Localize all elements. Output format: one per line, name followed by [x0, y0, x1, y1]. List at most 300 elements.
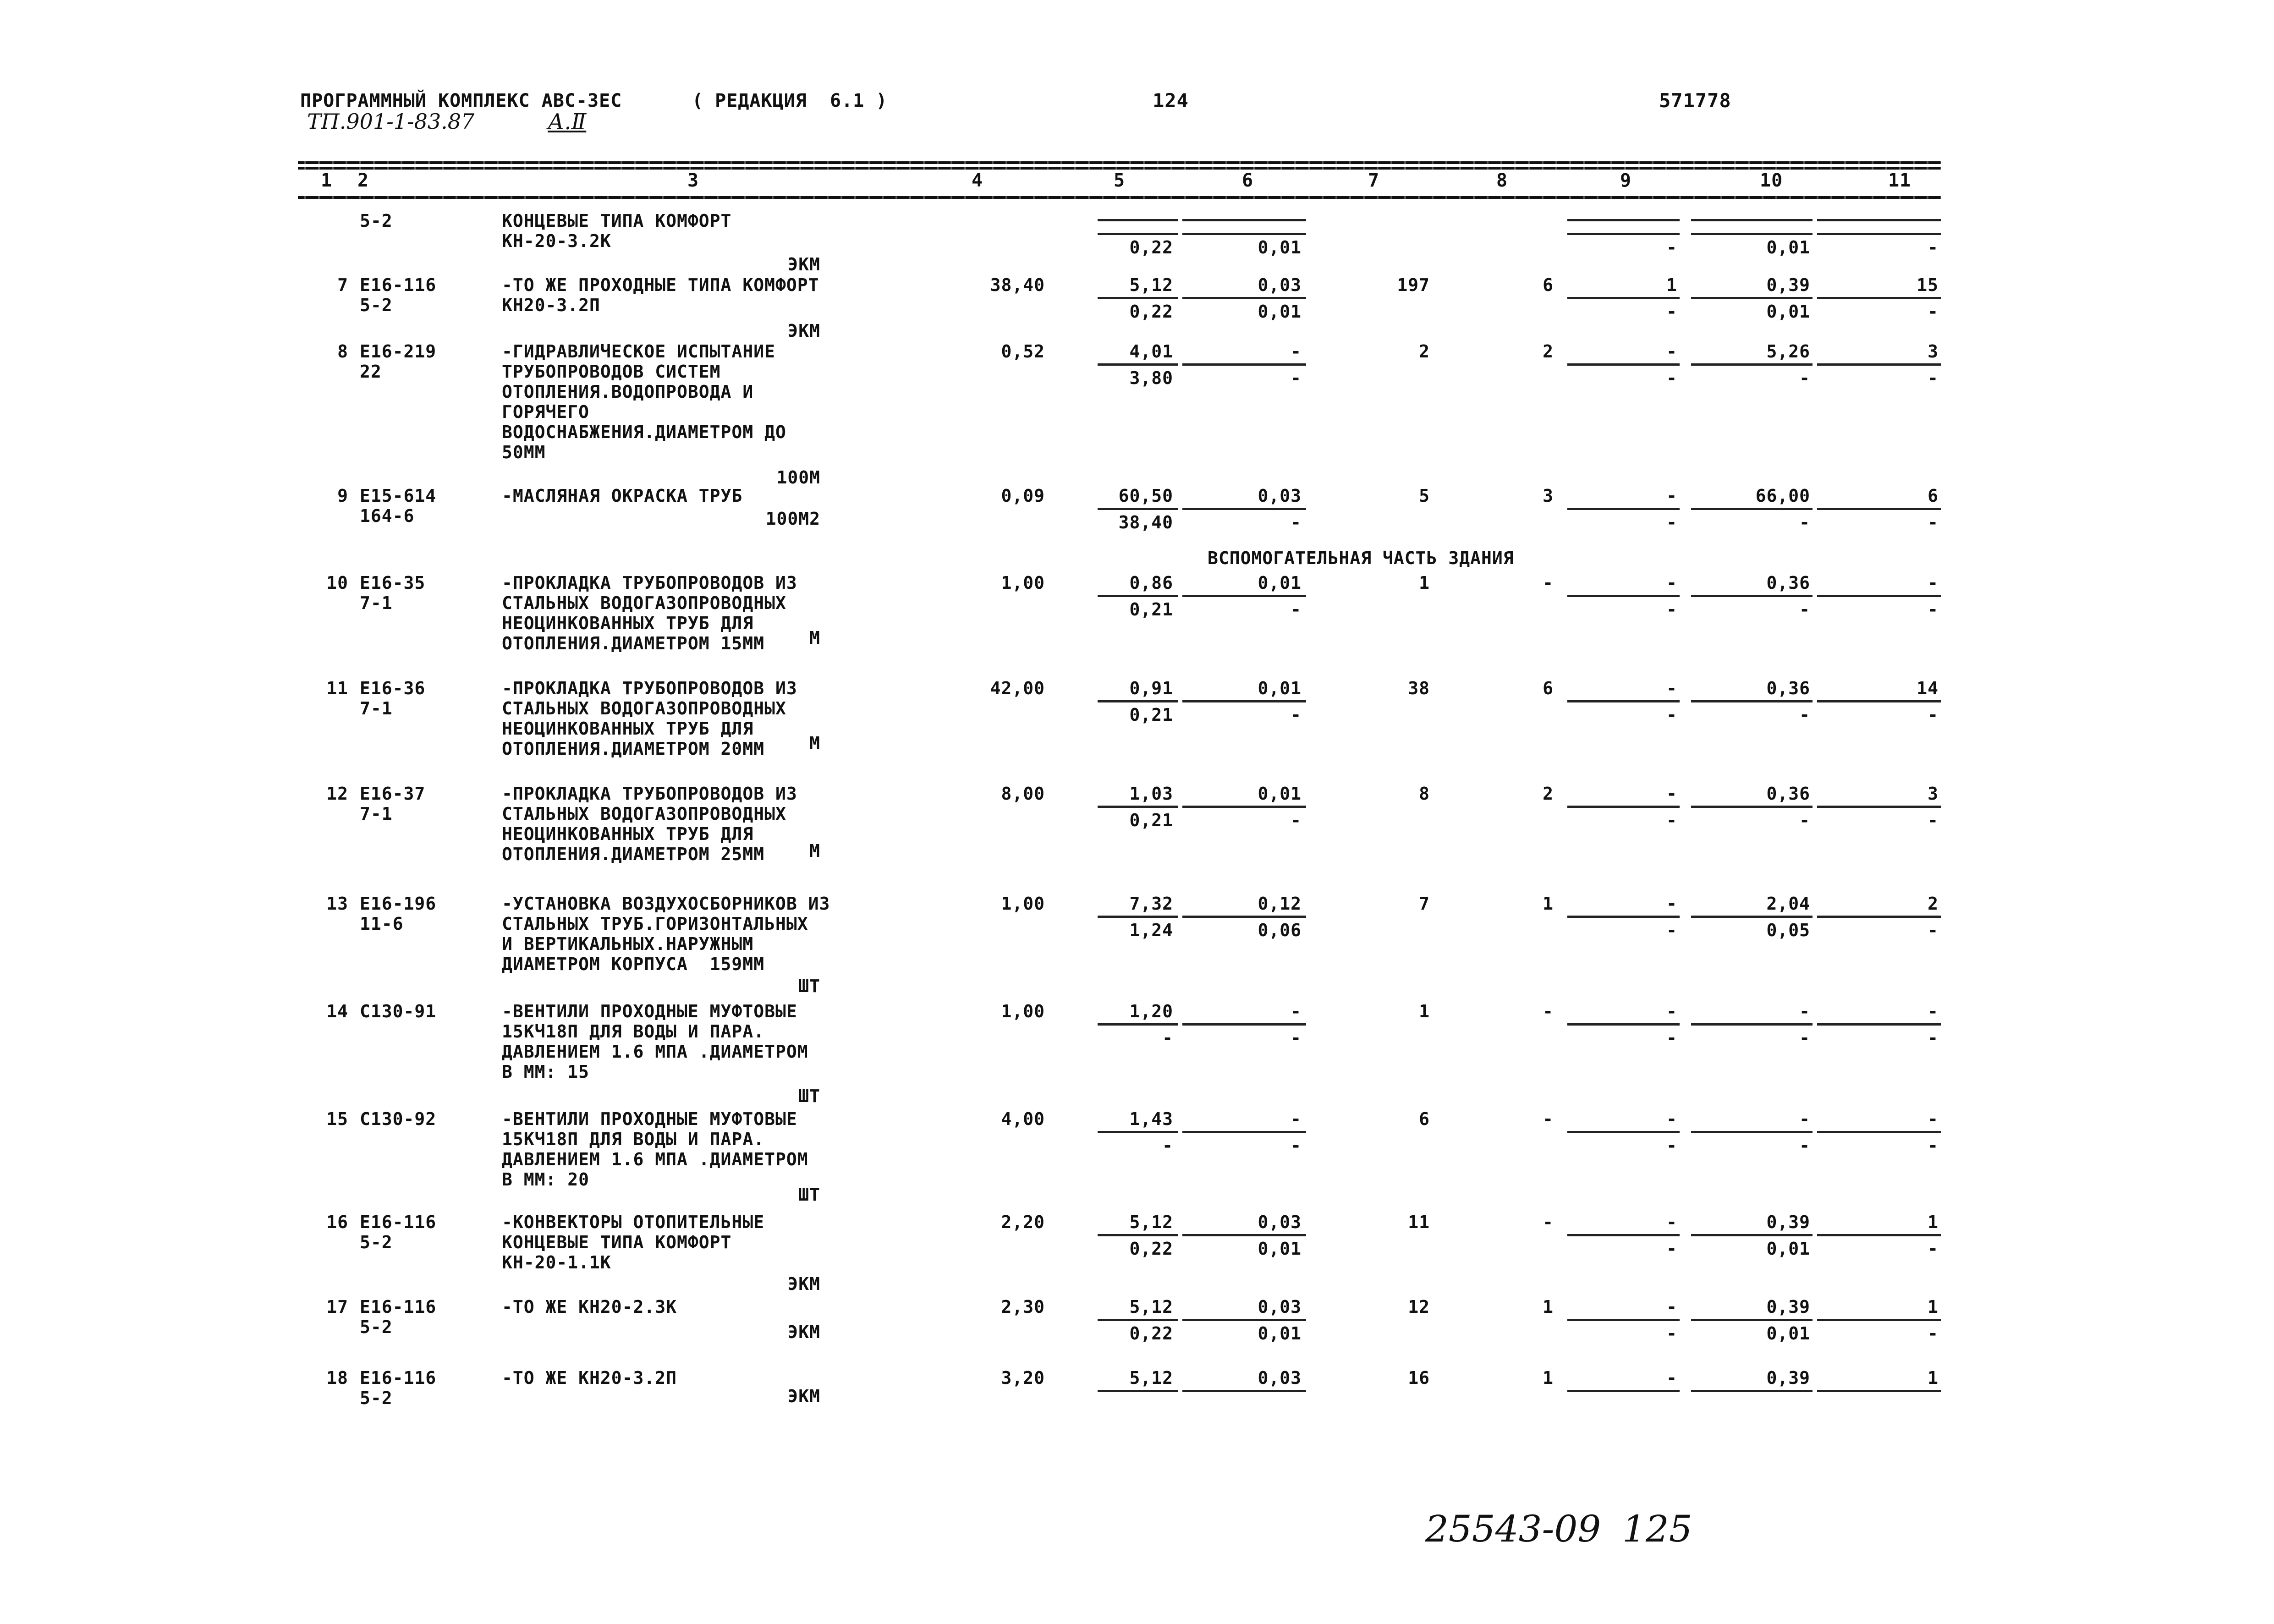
row-col11-value: 3 [1928, 341, 1939, 362]
row-col10-value: 0,36 [1766, 678, 1810, 698]
row-col6-lower-value: 0,01 [1258, 1239, 1302, 1259]
col9-separator [1567, 700, 1680, 702]
row-col6-value: 0,03 [1258, 1297, 1302, 1317]
row-col9-lower-value: - [1666, 1239, 1677, 1259]
column-header-8: 8 [1496, 170, 1508, 191]
row-col10-lower-value: 0,05 [1766, 920, 1810, 940]
row-col5-lower-value: - [1162, 1136, 1173, 1156]
row-unit: ШТ [798, 976, 820, 996]
column-header-5: 5 [1114, 170, 1126, 191]
row-col5-lower-value: 0,22 [1129, 237, 1173, 258]
row-col10-value: - [1799, 1001, 1810, 1021]
row-col11-lower-value: - [1928, 237, 1939, 258]
col6-separator [1182, 1131, 1306, 1133]
row-number: 11 [326, 678, 348, 698]
col9-separator [1567, 916, 1680, 918]
row-rate-code: Е16-37 7-1 [360, 784, 426, 824]
row-unit: 100М2 [765, 509, 820, 529]
column-header-7: 7 [1368, 170, 1380, 191]
row-unit: ЭКМ [787, 254, 820, 274]
column-header-3: 3 [687, 170, 699, 191]
col9-separator [1567, 1023, 1680, 1026]
row-col9-lower-value: - [1666, 599, 1677, 620]
row-description: -ПРОКЛАДКА ТРУБОПРОВОДОВ ИЗ СТАЛЬНЫХ ВОДОГАЗОПРОВОДНЫХ НЕОЦИНКОВАННЫХ ТРУБ ДЛЯ ОТОПЛЕНИЯ.ДИАМЕТРОМ 15ММ [502, 573, 797, 653]
row-col5-value: 5,12 [1129, 1297, 1173, 1317]
row-col9-lower-value: - [1666, 237, 1677, 258]
row-number: 18 [326, 1368, 348, 1388]
row-col5-lower-value: 0,22 [1129, 1239, 1173, 1259]
row-col6-value: 0,01 [1258, 784, 1302, 804]
row-col11-value: 2 [1928, 894, 1939, 914]
row-col8-value: 3 [1543, 486, 1554, 506]
row-description: -ПРОКЛАДКА ТРУБОПРОВОДОВ ИЗ СТАЛЬНЫХ ВОДОГАЗОПРОВОДНЫХ НЕОЦИНКОВАННЫХ ТРУБ ДЛЯ ОТОПЛЕНИЯ.ДИАМЕТРОМ 25ММ [502, 784, 797, 864]
row-col8-value: - [1543, 1212, 1554, 1232]
row-col10-value: 66,00 [1755, 486, 1810, 506]
row-unit: ШТ [798, 1185, 820, 1205]
col10-separator [1691, 363, 1813, 366]
column-header-4: 4 [972, 170, 983, 191]
row-col9-lower-value: - [1666, 920, 1677, 940]
row-rate-code: Е16-116 5-2 [360, 1368, 437, 1408]
row-col11-lower-value: - [1928, 810, 1939, 830]
col9-separator [1567, 508, 1680, 510]
row-col6-lower-value: - [1291, 1136, 1302, 1156]
row-col5-value: 60,50 [1118, 486, 1173, 506]
row-col5-value: 4,01 [1129, 341, 1173, 362]
handwritten-archive-number: 25543-09 [1425, 1508, 1601, 1550]
row-col11-lower-value: - [1928, 1028, 1939, 1048]
col10-separator [1691, 219, 1813, 221]
col5-separator [1098, 595, 1178, 597]
row-quantity: 42,00 [990, 678, 1045, 698]
col5-separator [1098, 1234, 1178, 1236]
program-title: ПРОГРАММНЫЙ КОМПЛЕКС АВС-3ЕС [300, 90, 622, 111]
column-header-9: 9 [1620, 170, 1632, 191]
row-col8-value: 1 [1543, 1368, 1554, 1388]
row-col9-lower-value: - [1666, 368, 1677, 388]
row-quantity: 0,09 [1001, 486, 1045, 506]
row-col5-lower-value: 0,21 [1129, 810, 1173, 830]
row-col8-value: 2 [1543, 784, 1554, 804]
row-unit: ЭКМ [787, 321, 820, 341]
row-number: 16 [326, 1212, 348, 1232]
row-quantity: 38,40 [990, 275, 1045, 295]
row-number: 12 [326, 784, 348, 804]
row-col11-lower-value: - [1928, 920, 1939, 940]
header-second-rule [298, 167, 1941, 170]
col10-separator [1691, 508, 1813, 510]
row-description: -ТО ЖЕ КН20-3.2П [502, 1368, 677, 1388]
row-unit: ШТ [798, 1086, 820, 1106]
row-unit: ЭКМ [787, 1322, 820, 1342]
row-col5-lower-value: 1,24 [1129, 920, 1173, 940]
row-rate-code: Е16-35 7-1 [360, 573, 426, 613]
row-col10-value: 0,39 [1766, 1297, 1810, 1317]
col5-separator [1098, 233, 1178, 235]
header-bottom-rule [298, 196, 1941, 199]
col5-separator [1098, 508, 1178, 510]
column-header-10: 10 [1760, 170, 1783, 191]
row-number: 9 [337, 486, 348, 506]
row-number: 17 [326, 1297, 348, 1317]
col11-separator [1817, 700, 1941, 702]
row-quantity: 1,00 [1001, 1001, 1045, 1021]
row-col11-lower-value: - [1928, 705, 1939, 725]
col5-separator [1098, 916, 1178, 918]
col9-separator [1567, 1390, 1680, 1392]
row-unit: ЭКМ [787, 1274, 820, 1294]
row-col7-value: 8 [1419, 784, 1430, 804]
row-number: 8 [337, 341, 348, 362]
row-unit: ЭКМ [787, 1386, 820, 1406]
row-col11-value: - [1928, 1001, 1939, 1021]
col5-separator [1098, 1319, 1178, 1321]
col6-separator [1182, 1319, 1306, 1321]
row-col6-value: 0,03 [1258, 1212, 1302, 1232]
row-col7-value: 2 [1419, 341, 1430, 362]
row-col5-value: 1,03 [1129, 784, 1173, 804]
row-col5-value: 1,43 [1129, 1109, 1173, 1129]
row-col6-value: 0,01 [1258, 678, 1302, 698]
col10-separator [1691, 1319, 1813, 1321]
col6-separator [1182, 1390, 1306, 1392]
row-col9-lower-value: - [1666, 1028, 1677, 1048]
row-col9-lower-value: - [1666, 1323, 1677, 1344]
row-col10-value: 0,36 [1766, 784, 1810, 804]
row-description: -ВЕНТИЛИ ПРОХОДНЫЕ МУФТОВЫЕ 15КЧ18П ДЛЯ ВОДЫ И ПАРА. ДАВЛЕНИЕМ 1.6 МПА .ДИАМЕТРОМ В ММ: 15 [502, 1001, 808, 1082]
row-col5-lower-value: 38,40 [1118, 512, 1173, 532]
col5-separator [1098, 219, 1178, 221]
row-col7-value: 1 [1419, 1001, 1430, 1021]
row-number: 7 [337, 275, 348, 295]
row-quantity: 1,00 [1001, 894, 1045, 914]
col11-separator [1817, 297, 1941, 299]
row-col11-lower-value: - [1928, 302, 1939, 322]
col11-separator [1817, 1023, 1941, 1026]
row-col10-lower-value: - [1799, 599, 1810, 620]
col5-separator [1098, 1131, 1178, 1133]
row-col11-value: 14 [1917, 678, 1939, 698]
row-rate-code: Е16-116 5-2 [360, 1212, 437, 1252]
row-col11-value: 3 [1928, 784, 1939, 804]
row-col9-lower-value: - [1666, 512, 1677, 532]
row-quantity: 1,00 [1001, 573, 1045, 593]
row-description: -ПРОКЛАДКА ТРУБОПРОВОДОВ ИЗ СТАЛЬНЫХ ВОДОГАЗОПРОВОДНЫХ НЕОЦИНКОВАННЫХ ТРУБ ДЛЯ ОТОПЛЕНИЯ.ДИАМЕТРОМ 20ММ [502, 678, 797, 759]
row-col11-lower-value: - [1928, 1136, 1939, 1156]
row-col5-lower-value: 0,21 [1129, 599, 1173, 620]
col10-separator [1691, 806, 1813, 808]
row-col11-value: 1 [1928, 1368, 1939, 1388]
row-col5-lower-value: 3,80 [1129, 368, 1173, 388]
row-col7-value: 12 [1408, 1297, 1430, 1317]
col6-separator [1182, 806, 1306, 808]
row-col9-value: 1 [1666, 275, 1677, 295]
col11-separator [1817, 508, 1941, 510]
col10-separator [1691, 297, 1813, 299]
row-quantity: 2,30 [1001, 1297, 1045, 1317]
row-col11-lower-value: - [1928, 1239, 1939, 1259]
row-col9-value: - [1666, 1297, 1677, 1317]
row-col7-value: 11 [1408, 1212, 1430, 1232]
col6-separator [1182, 916, 1306, 918]
row-col9-value: - [1666, 486, 1677, 506]
row-quantity: 3,20 [1001, 1368, 1045, 1388]
row-col7-value: 1 [1419, 573, 1430, 593]
row-col6-value: 0,03 [1258, 486, 1302, 506]
row-col7-value: 197 [1397, 275, 1430, 295]
row-col7-value: 6 [1419, 1109, 1430, 1129]
row-col10-value: 5,26 [1766, 341, 1810, 362]
col11-separator [1817, 595, 1941, 597]
col9-separator [1567, 233, 1680, 235]
col6-separator [1182, 700, 1306, 702]
row-col9-lower-value: - [1666, 810, 1677, 830]
row-col9-value: - [1666, 784, 1677, 804]
col9-separator [1567, 297, 1680, 299]
row-quantity: 2,20 [1001, 1212, 1045, 1232]
edition-label: ( РЕДАКЦИЯ 6.1 ) [692, 90, 888, 111]
row-col10-lower-value: 0,01 [1766, 1239, 1810, 1259]
header-top-rule [298, 161, 1941, 164]
col9-separator [1567, 1319, 1680, 1321]
col6-separator [1182, 1234, 1306, 1236]
row-col9-value: - [1666, 1001, 1677, 1021]
col11-separator [1817, 219, 1941, 221]
col9-separator [1567, 1131, 1680, 1133]
column-header-1: 1 [321, 170, 333, 191]
row-rate-code: Е16-36 7-1 [360, 678, 426, 719]
row-col7-value: 16 [1408, 1368, 1430, 1388]
col10-separator [1691, 1390, 1813, 1392]
col10-separator [1691, 595, 1813, 597]
row-col8-value: 2 [1543, 341, 1554, 362]
row-col11-lower-value: - [1928, 368, 1939, 388]
row-col10-lower-value: - [1799, 1028, 1810, 1048]
row-col6-value: - [1291, 1109, 1302, 1129]
col5-separator [1098, 1390, 1178, 1392]
row-col6-lower-value: 0,01 [1258, 302, 1302, 322]
col5-separator [1098, 700, 1178, 702]
row-col5-value: 0,86 [1129, 573, 1173, 593]
row-col7-value: 7 [1419, 894, 1430, 914]
col6-separator [1182, 1023, 1306, 1026]
column-header-6: 6 [1242, 170, 1254, 191]
row-col5-value: 7,32 [1129, 894, 1173, 914]
row-description: -ГИДРАВЛИЧЕСКОЕ ИСПЫТАНИЕ ТРУБОПРОВОДОВ СИСТЕМ ОТОПЛЕНИЯ.ВОДОПРОВОДА И ГОРЯЧЕГО ВОДОСНАБЖЕНИЯ.ДИАМЕТРОМ ДО 50ММ [502, 341, 786, 462]
col10-separator [1691, 916, 1813, 918]
document-code: 571778 [1659, 89, 1731, 112]
row-col8-value: - [1543, 1001, 1554, 1021]
row-col6-lower-value: 0,06 [1258, 920, 1302, 940]
project-number: ТП.901-1-83.87 [307, 109, 475, 134]
col11-separator [1817, 233, 1941, 235]
row-description: -ВЕНТИЛИ ПРОХОДНЫЕ МУФТОВЫЕ 15КЧ18П ДЛЯ ВОДЫ И ПАРА. ДАВЛЕНИЕМ 1.6 МПА .ДИАМЕТРОМ В ММ: 20 [502, 1109, 808, 1190]
row-col9-lower-value: - [1666, 1136, 1677, 1156]
row-col11-value: 1 [1928, 1212, 1939, 1232]
row-col10-value: 0,39 [1766, 1368, 1810, 1388]
row-col11-lower-value: - [1928, 512, 1939, 532]
row-col10-value: 0,36 [1766, 573, 1810, 593]
row-col9-value: - [1666, 1109, 1677, 1129]
col10-separator [1691, 1023, 1813, 1026]
row-col10-lower-value: 0,01 [1766, 237, 1810, 258]
album-label: А.Ⅱ [548, 109, 587, 135]
row-col5-value: 1,20 [1129, 1001, 1173, 1021]
row-col6-lower-value: - [1291, 368, 1302, 388]
row-col10-lower-value: 0,01 [1766, 1323, 1810, 1344]
col6-separator [1182, 297, 1306, 299]
row-description: -УСТАНОВКА ВОЗДУХОСБОРНИКОВ ИЗ СТАЛЬНЫХ ТРУБ.ГОРИЗОНТАЛЬНЫХ И ВЕРТИКАЛЬНЫХ.НАРУЖНЫМ ДИАМЕТРОМ КОРПУСА 159ММ [502, 894, 830, 974]
row-col11-value: 15 [1917, 275, 1939, 295]
row-rate-code: Е16-196 11-6 [360, 894, 437, 934]
page-number: 124 [1153, 89, 1189, 112]
row-col6-lower-value: - [1291, 599, 1302, 620]
col11-separator [1817, 1319, 1941, 1321]
row-col11-lower-value: - [1928, 1323, 1939, 1344]
row-unit: 100М [776, 467, 820, 488]
row-description: -МАСЛЯНАЯ ОКРАСКА ТРУБ [502, 486, 743, 506]
row-rate-code: Е15-614 164-6 [360, 486, 437, 526]
row-col6-lower-value: 0,01 [1258, 237, 1302, 258]
row-col9-value: - [1666, 894, 1677, 914]
row-description: -ТО ЖЕ КН20-2.3К [502, 1297, 677, 1317]
row-col10-value: 0,39 [1766, 1212, 1810, 1232]
row-col11-value: - [1928, 573, 1939, 593]
row-col9-lower-value: - [1666, 705, 1677, 725]
row-col8-value: 6 [1543, 678, 1554, 698]
col6-separator [1182, 595, 1306, 597]
row-col6-value: 0,01 [1258, 573, 1302, 593]
col5-separator [1098, 363, 1178, 366]
row-col6-lower-value: - [1291, 705, 1302, 725]
row-col9-value: - [1666, 678, 1677, 698]
row-col10-lower-value: - [1799, 810, 1810, 830]
col6-separator [1182, 233, 1306, 235]
row-col5-value: 0,91 [1129, 678, 1173, 698]
col5-separator [1098, 806, 1178, 808]
row-col7-value: 5 [1419, 486, 1430, 506]
row-rate-code: Е16-219 22 [360, 341, 437, 382]
row-col11-value: - [1928, 1109, 1939, 1129]
col10-separator [1691, 1131, 1813, 1133]
row-col5-lower-value: 0,22 [1129, 302, 1173, 322]
col11-separator [1817, 806, 1941, 808]
col9-separator [1567, 363, 1680, 366]
col6-separator [1182, 219, 1306, 221]
col6-separator [1182, 363, 1306, 366]
row-col6-value: 0,03 [1258, 275, 1302, 295]
row-col6-value: - [1291, 1001, 1302, 1021]
col11-separator [1817, 363, 1941, 366]
row-number: 14 [326, 1001, 348, 1021]
col10-separator [1691, 700, 1813, 702]
row-col8-value: - [1543, 573, 1554, 593]
row-col10-value: 0,39 [1766, 275, 1810, 295]
row-col6-lower-value: - [1291, 810, 1302, 830]
row-rate-code: 5-2 [360, 211, 393, 231]
row-col6-value: 0,03 [1258, 1368, 1302, 1388]
row-col11-value: 1 [1928, 1297, 1939, 1317]
row-col8-value: 1 [1543, 894, 1554, 914]
row-description: -КОНВЕКТОРЫ ОТОПИТЕЛЬНЫЕ КОНЦЕВЫЕ ТИПА КОМФОРТ КН-20-1.1К [502, 1212, 765, 1273]
row-rate-code: Е16-116 5-2 [360, 1297, 437, 1337]
row-col11-lower-value: - [1928, 599, 1939, 620]
row-col7-value: 38 [1408, 678, 1430, 698]
column-header-2: 2 [357, 170, 369, 191]
row-col5-lower-value: 0,22 [1129, 1323, 1173, 1344]
row-number: 13 [326, 894, 348, 914]
row-description: -ТО ЖЕ ПРОХОДНЫЕ ТИПА КОМФОРТ КН20-3.2П [502, 275, 819, 315]
row-col9-value: - [1666, 1212, 1677, 1232]
row-unit: М [809, 628, 820, 648]
col11-separator [1817, 1234, 1941, 1236]
row-col10-value: - [1799, 1109, 1810, 1129]
col9-separator [1567, 595, 1680, 597]
col9-separator [1567, 1234, 1680, 1236]
row-col10-lower-value: - [1799, 368, 1810, 388]
row-col6-lower-value: - [1291, 512, 1302, 532]
col9-separator [1567, 219, 1680, 221]
col10-separator [1691, 233, 1813, 235]
row-col9-value: - [1666, 573, 1677, 593]
col5-separator [1098, 1023, 1178, 1026]
row-number: 15 [326, 1109, 348, 1129]
row-col5-lower-value: 0,21 [1129, 705, 1173, 725]
row-col5-lower-value: - [1162, 1028, 1173, 1048]
col11-separator [1817, 1390, 1941, 1392]
row-col6-lower-value: - [1291, 1028, 1302, 1048]
row-col5-value: 5,12 [1129, 1368, 1173, 1388]
row-col6-lower-value: 0,01 [1258, 1323, 1302, 1344]
row-col8-value: - [1543, 1109, 1554, 1129]
col11-separator [1817, 916, 1941, 918]
section-heading: ВСПОМОГАТЕЛЬНАЯ ЧАСТЬ ЗДАНИЯ [1208, 548, 1514, 568]
col9-separator [1567, 806, 1680, 808]
row-description: КОНЦЕВЫЕ ТИПА КОМФОРТ КН-20-3.2К [502, 211, 732, 251]
col10-separator [1691, 1234, 1813, 1236]
row-number: 10 [326, 573, 348, 593]
row-unit: М [809, 841, 820, 861]
row-col10-lower-value: - [1799, 512, 1810, 532]
row-quantity: 0,52 [1001, 341, 1045, 362]
col5-separator [1098, 297, 1178, 299]
row-col10-lower-value: - [1799, 705, 1810, 725]
column-header-11: 11 [1888, 170, 1911, 191]
row-rate-code: С130-92 [360, 1109, 437, 1129]
row-col6-value: - [1291, 341, 1302, 362]
row-rate-code: Е16-116 5-2 [360, 275, 437, 315]
row-col9-lower-value: - [1666, 302, 1677, 322]
row-col9-value: - [1666, 1368, 1677, 1388]
col6-separator [1182, 508, 1306, 510]
row-quantity: 8,00 [1001, 784, 1045, 804]
row-col11-value: 6 [1928, 486, 1939, 506]
row-quantity: 4,00 [1001, 1109, 1045, 1129]
row-col6-value: 0,12 [1258, 894, 1302, 914]
row-col8-value: 1 [1543, 1297, 1554, 1317]
row-col10-lower-value: - [1799, 1136, 1810, 1156]
col11-separator [1817, 1131, 1941, 1133]
row-unit: М [809, 733, 820, 753]
row-col9-value: - [1666, 341, 1677, 362]
row-col5-value: 5,12 [1129, 1212, 1173, 1232]
handwritten-page-number: 125 [1622, 1508, 1692, 1550]
row-col10-lower-value: 0,01 [1766, 302, 1810, 322]
row-col8-value: 6 [1543, 275, 1554, 295]
row-rate-code: С130-91 [360, 1001, 437, 1021]
row-col5-value: 5,12 [1129, 275, 1173, 295]
row-col10-value: 2,04 [1766, 894, 1810, 914]
